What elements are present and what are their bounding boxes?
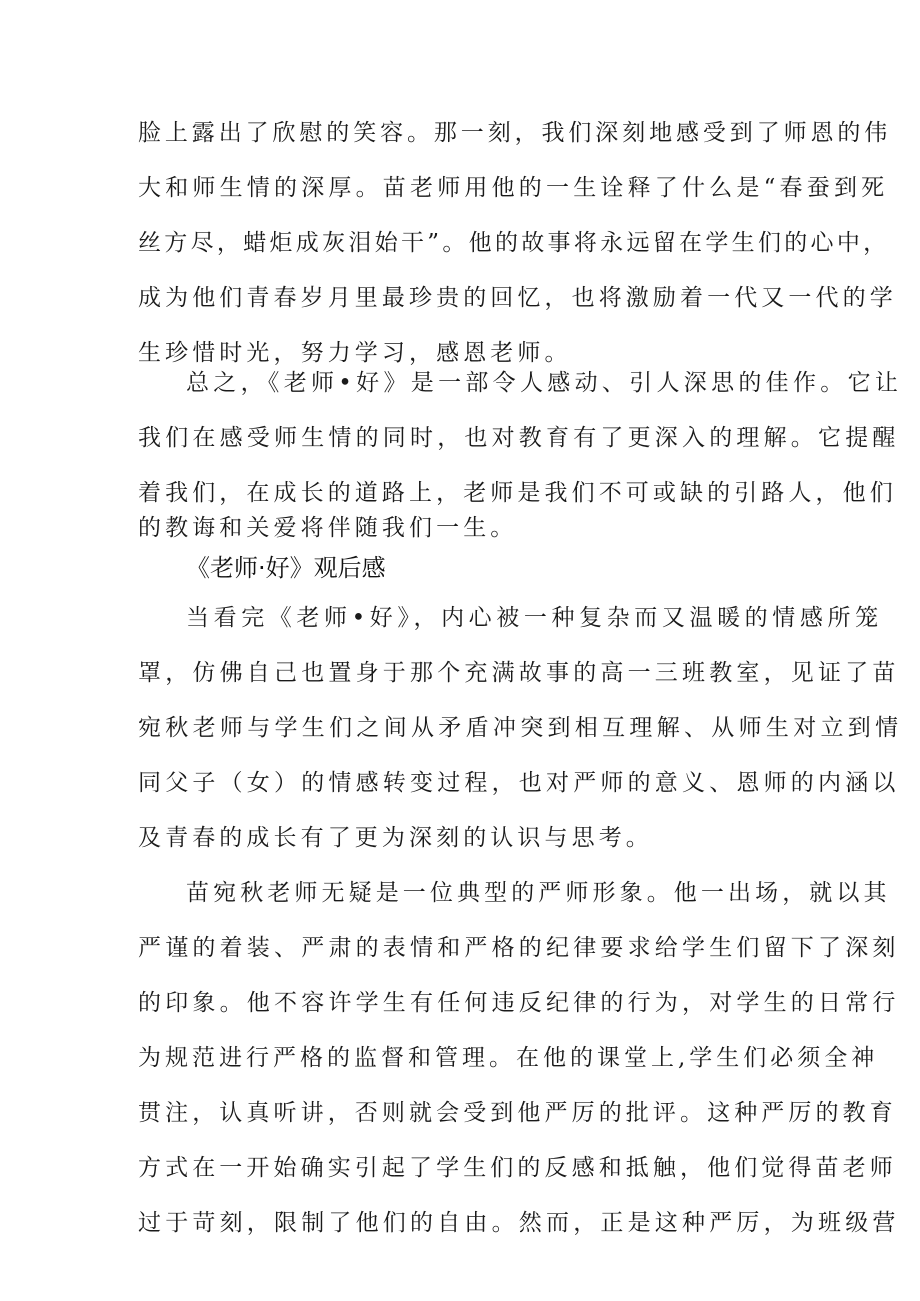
text-line: 苗宛秋老师无疑是一位典型的严师形象。他一出场，就以其 (186, 880, 891, 906)
text-line: 我们在感受师生情的同时，也对教育有了更深入的理解。它提醒 (138, 425, 900, 451)
text-line: 及青春的成长有了更为深刻的认识与思考。 (138, 825, 653, 851)
text-line: 大和师生情的深厚。苗老师用他的一生诠释了什么是“春蚕到死 (138, 175, 889, 201)
text-line: 过于苛刻，限制了他们的自由。然而，正是这种严厉，为班级营 (138, 1210, 900, 1236)
text-line: 当看完《老师•好》，内心被一种复杂而又温暖的情感所笼 (186, 605, 883, 631)
text-line: 同父子（女）的情感转变过程，也对严师的意义、恩师的内涵以 (138, 770, 900, 796)
section-title: 《老师·好》观后感 (186, 554, 386, 582)
text-line: 贯注，认真听讲，否则就会受到他严厉的批评。这种严厉的教育 (138, 1100, 897, 1126)
text-line: 方式在一开始确实引起了学生们的反感和抵触，他们觉得苗老师 (138, 1155, 897, 1181)
text-line: 为规范进行严格的监督和管理。在他的课堂上,学生们必须全神 (138, 1045, 879, 1071)
text-line: 的印象。他不容许学生有任何违反纪律的行为，对学生的日常行 (138, 990, 900, 1016)
text-line: 成为他们青春岁月里最珍贵的回忆，也将激励着一代又一代的学 (138, 285, 897, 311)
text-line: 着我们，在成长的道路上，老师是我们不可或缺的引路人，他们 (138, 480, 897, 506)
text-line: 总之，《老师•好》是一部令人感动、引人深思的佳作。它让 (186, 370, 903, 396)
text-line: 脸上露出了欣慰的笑容。那一刻，我们深刻地感受到了师恩的伟 (138, 120, 892, 146)
text-line: 丝方尽，蜡炬成灰泪始干”。他的故事将永远留在学生们的心中， (138, 230, 890, 256)
text-line: 罩，仿佛自己也置身于那个充满故事的高一三班教室，见证了苗 (138, 660, 900, 686)
text-line: 的教诲和关爱将伴随我们一生。 (138, 515, 518, 541)
text-line: 生珍惜时光，努力学习，感恩老师。 (138, 340, 572, 366)
text-line: 宛秋老师与学生们之间从矛盾冲突到相互理解、从师生对立到情 (138, 715, 903, 741)
text-line: 严谨的着装、严肃的表情和严格的纪律要求给学生们留下了深刻 (138, 935, 900, 961)
